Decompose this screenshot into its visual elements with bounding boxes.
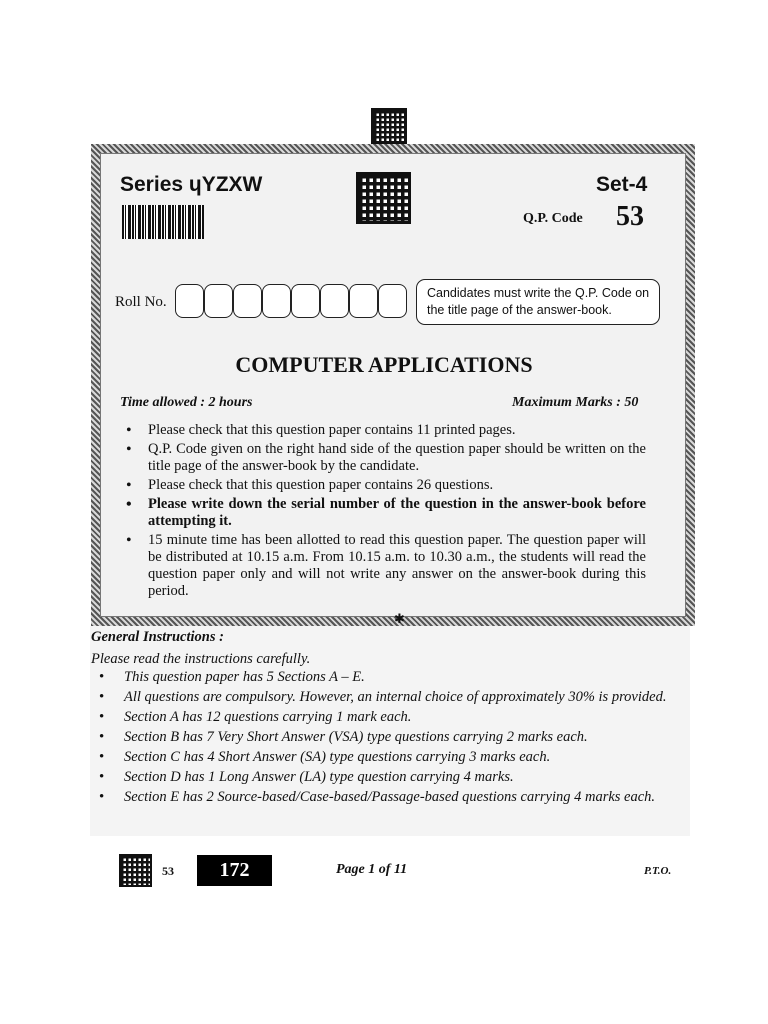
qp-code-value: 53 [616, 201, 644, 232]
page-number: Page 1 of 11 [336, 862, 408, 877]
maximum-marks: Maximum Marks : 50 [512, 395, 639, 410]
instruction-item: • Please check that this question paper contains 26 questions. [120, 477, 646, 494]
pto-label: P.T.O. [644, 865, 672, 877]
general-instructions-title: General Instructions : [91, 629, 224, 645]
set-label: Set-4 [596, 173, 648, 196]
roll-number-box [378, 284, 407, 318]
instruction-item: • Please check that this question paper contains 11 printed pages. [120, 422, 646, 439]
instruction-list [120, 422, 646, 602]
general-instruction-item: • All questions are compulsory. However, an internal choice of approximately 30% is provided. [96, 689, 686, 706]
roll-number-box [233, 284, 262, 318]
general-instruction-item: • Section B has 7 Very Short Answer (VSA) type questions carrying 2 marks each. [96, 729, 686, 746]
top-qr-code-icon [371, 108, 407, 144]
series-label: Series ɥYZXW [120, 173, 263, 196]
footer-box-number: 172 [197, 855, 272, 886]
roll-number-box [204, 284, 233, 318]
general-instruction-item: • Section C has 4 Short Answer (SA) type questions carrying 3 marks each. [96, 749, 686, 766]
footer-code: 53 [162, 864, 174, 878]
qp-code-label: Q.P. Code [523, 211, 583, 226]
instruction-item: • 15 minute time has been allotted to read this question paper. The question paper will be distributed at 10.15 a.m. From 10.15 a.m. to 10.30 a.m., the students will read the question paper only and will not write any answer on the answer-book during this period. [120, 532, 646, 600]
barcode-icon [122, 205, 204, 239]
instruction-item: • Q.P. Code given on the right hand side of the question paper should be written on the title page of the answer-book by the candidate. [120, 441, 646, 475]
general-instructions-list [96, 669, 686, 809]
roll-number-boxes [175, 284, 407, 318]
general-instruction-item: • Section A has 12 questions carrying 1 mark each. [96, 709, 686, 726]
roll-number-box [262, 284, 291, 318]
general-instructions-intro: Please read the instructions carefully. [91, 651, 311, 667]
roll-number-label: Roll No. [115, 294, 167, 310]
paper-title: COMPUTER APPLICATIONS [235, 352, 533, 377]
instruction-item: • Please write down the serial number of the question in the answer-book before attempting it. [120, 496, 646, 530]
general-instruction-item: • Section D has 1 Long Answer (LA) type question carrying 4 marks. [96, 769, 686, 786]
general-instruction-item: • This question paper has 5 Sections A – E. [96, 669, 686, 686]
roll-number-box [349, 284, 378, 318]
qp-code-notice: Candidates must write the Q.P. Code on the title page of the answer-book. [416, 279, 660, 325]
divider-star-icon: ✱ [394, 611, 405, 626]
time-allowed: Time allowed : 2 hours [120, 395, 253, 410]
roll-number-box [175, 284, 204, 318]
roll-number-box [320, 284, 349, 318]
general-instruction-item: • Section E has 2 Source-based/Case-based/Passage-based questions carrying 4 marks each. [96, 789, 686, 806]
footer-qr-code-icon [119, 854, 152, 887]
qr-code-icon [356, 172, 411, 224]
roll-number-box [291, 284, 320, 318]
